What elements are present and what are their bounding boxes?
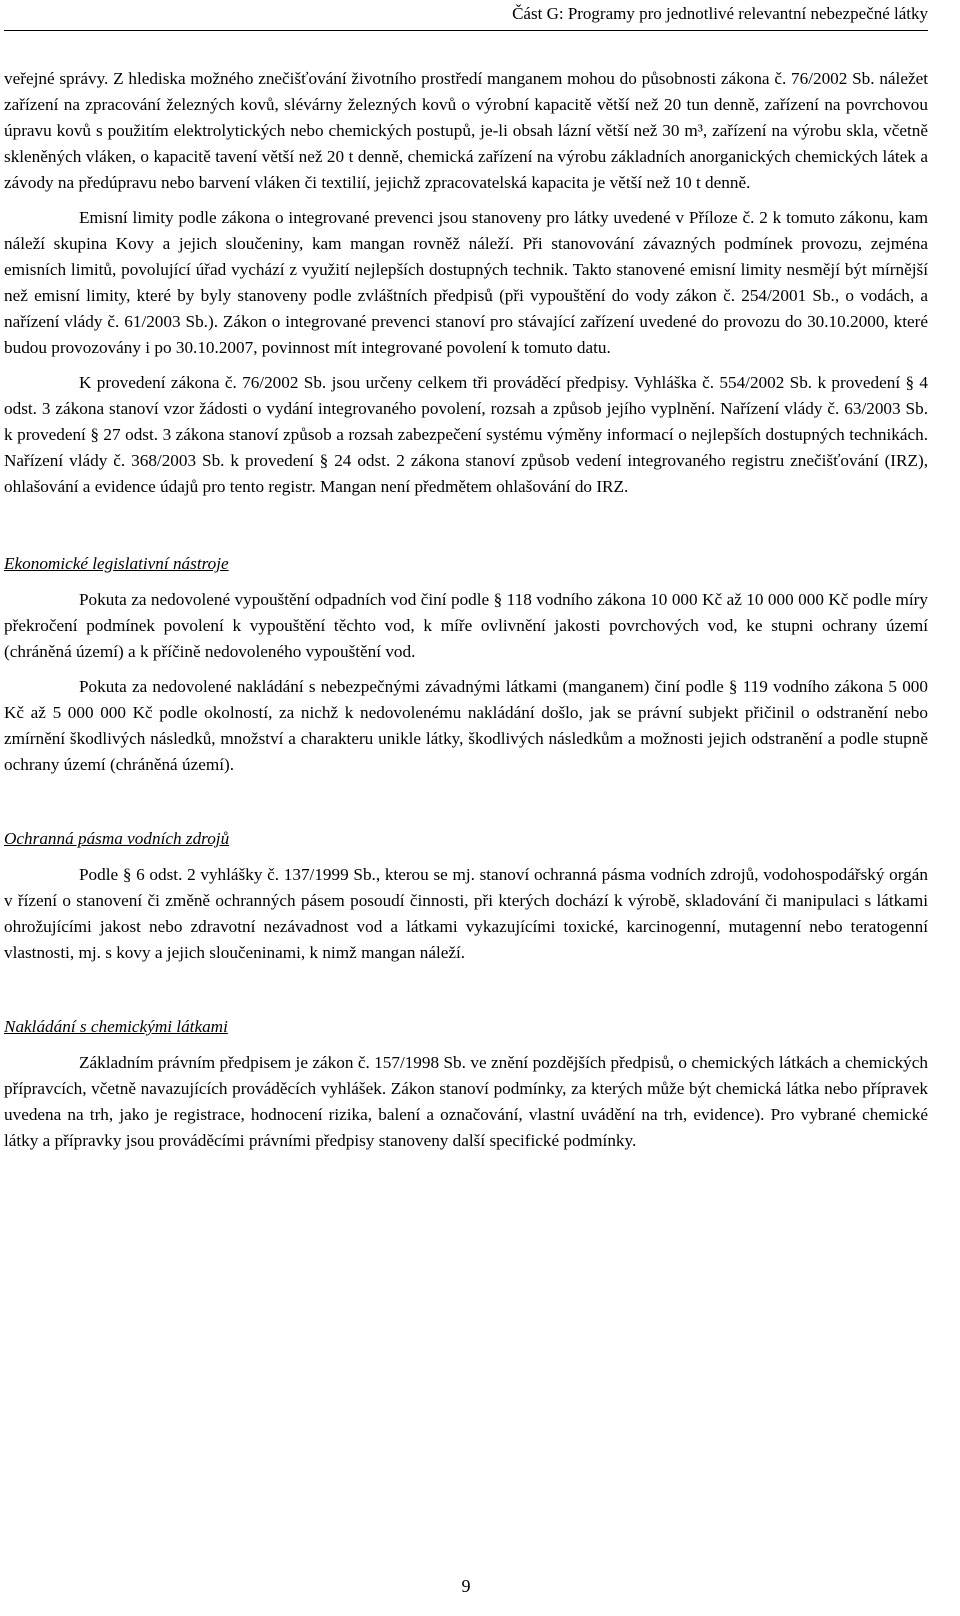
paragraph-ippc-scope: veřejné správy. Z hlediska možného znečišťování životního prostředí manganem mohou do působnosti zákona č. 76/2002 Sb. náležet zařízení na zpracování železných kovů, slévárny železných kovů o výrobní kapacitě větší než 20 tun denně, zařízení na povrchovou úpravu kovů s použitím elektrolytických nebo chemických postupů, je-li obsah lázní větší než 30 m³, zařízení na výrobu skla, včetně skleněných vláken, o kapacitě tavení větší než 20 t denně, chemická zařízení na výrobu základních anorganických chemických látek a závody na předúpravu nebo barvení vláken či textilií, jejichž zpracovatelská kapacita je větší než 10 t denně. [4, 69, 928, 192]
header-rule [4, 30, 928, 31]
page-number: 9 [461, 1576, 471, 1596]
paragraph-fine-handling: Pokuta za nedovolené nakládání s nebezpečnými závadnými látkami (manganem) činí podle § 119 vodního zákona 5 000 Kč až 5 000 000 Kč podle okolností, za nichž k nedovolenému nakládání došlo, jak se právní subjekt přičinil o odstranění nebo zmírnění škodlivých následků, množství a charakteru unikle látky, škodlivých následkům a možnosti jejich odstranění a podle stupně ochrany území (chráněná území). [4, 677, 928, 774]
paragraph-fine-discharge: Pokuta za nedovolené vypouštění odpadních vod činí podle § 118 vodního zákona 10 000 Kč až 10 000 000 Kč podle míry překročení podmínek povolení k vypouštění těchto vod, k míře ovlivnění jakosti povrchových vod, ke stupni ochrany území (chráněná území) a k příčině nedovoleného vypouštění vod. [4, 590, 928, 661]
section-heading-economic: Ekonomické legislativní nástroje [4, 554, 229, 573]
paragraph-chemicals-act: Základním právním předpisem je zákon č. 157/1998 Sb. ve znění pozdějších předpisů, o chemických látkách a chemických přípravcích, včetně navazujících prováděcích vyhlášek. Zákon stanoví podmínky, za kterých může být chemická látka nebo přípravek uvedena na trh, jako je registrace, hodnocení rizika, balení a označování, vlastní uvádění na trh, evidence). Pro vybrané chemické látky a přípravky jsou prováděcími právními předpisy stanoveny další specifické podmínky. [4, 1053, 928, 1150]
spacer [4, 975, 928, 1014]
paragraph-implementing-regulations: K provedení zákona č. 76/2002 Sb. jsou určeny celkem tři prováděcí předpisy. Vyhláška č. 554/2002 Sb. k provedení § 4 odst. 3 zákona stanoví vzor žádosti o vydání integrovaného povolení, rozsah a způsob jejího vyplnění. Nařízení vlády č. 63/2003 Sb. k provedení § 27 odst. 3 zákona stanoví způsob a rozsah zabezpečení systému výměny informací o nejlepších dostupných technikách. Nařízení vlády č. 368/2003 Sb. k provedení § 24 odst. 2 zákona stanoví způsob vedení integrovaného registru znečišťování (IRZ), ohlašování a evidence údajů pro tento registr. Mangan není předmětem ohlašování do IRZ. [4, 373, 928, 496]
paragraph-emission-limits: Emisní limity podle zákona o integrované prevenci jsou stanoveny pro látky uvedené v Příloze č. 2 k tomuto zákonu, kam náleží skupina Kovy a jejich sloučeniny, kam mangan rovněž náleží. Při stanovování závazných podmínek provozu, zejména emisních limitů, povolující úřad vychází z využití nejlepších dostupných technik. Takto stanovené emisní limity nesmějí být mírnější než emisní limity, které by byly stanoveny podle zvláštních předpisů (při vypouštění do vody zákon č. 254/2001 Sb., o vodách, a nařízení vlády č. 61/2003 Sb.). Zákon o integrované prevenci stanoví pro stávající zařízení uvedené do provozu do 30.10.2000, které budou provozovány i po 30.10.2007, povinnost mít integrované povolení k tomuto datu. [4, 208, 928, 357]
document-page [4, 0, 928, 1616]
section-heading-chemicals: Nakládání s chemickými látkami [4, 1017, 228, 1036]
spacer [4, 787, 928, 826]
spacer [4, 509, 928, 551]
document-body [4, 66, 928, 1163]
section-heading-protection-zones: Ochranná pásma vodních zdrojů [4, 829, 230, 848]
running-header: Část G: Programy pro jednotlivé relevantní nebezpečné látky [512, 4, 928, 23]
paragraph-protection-zones: Podle § 6 odst. 2 vyhlášky č. 137/1999 Sb., kterou se mj. stanoví ochranná pásma vodních zdrojů, vodohospodářský orgán v řízení o stanovení či změně ochranných pásem posoudí činnosti, při kterých dochází k výrobě, skladování či manipulaci s látkami ohrožujícími jakost nebo zdravotní nezávadnost vod a látkami vykazujícími toxické, karcinogenní, mutagenní nebo teratogenní vlastnosti, mj. s kovy a jejich sloučeninami, k nimž mangan náleží. [4, 865, 928, 962]
